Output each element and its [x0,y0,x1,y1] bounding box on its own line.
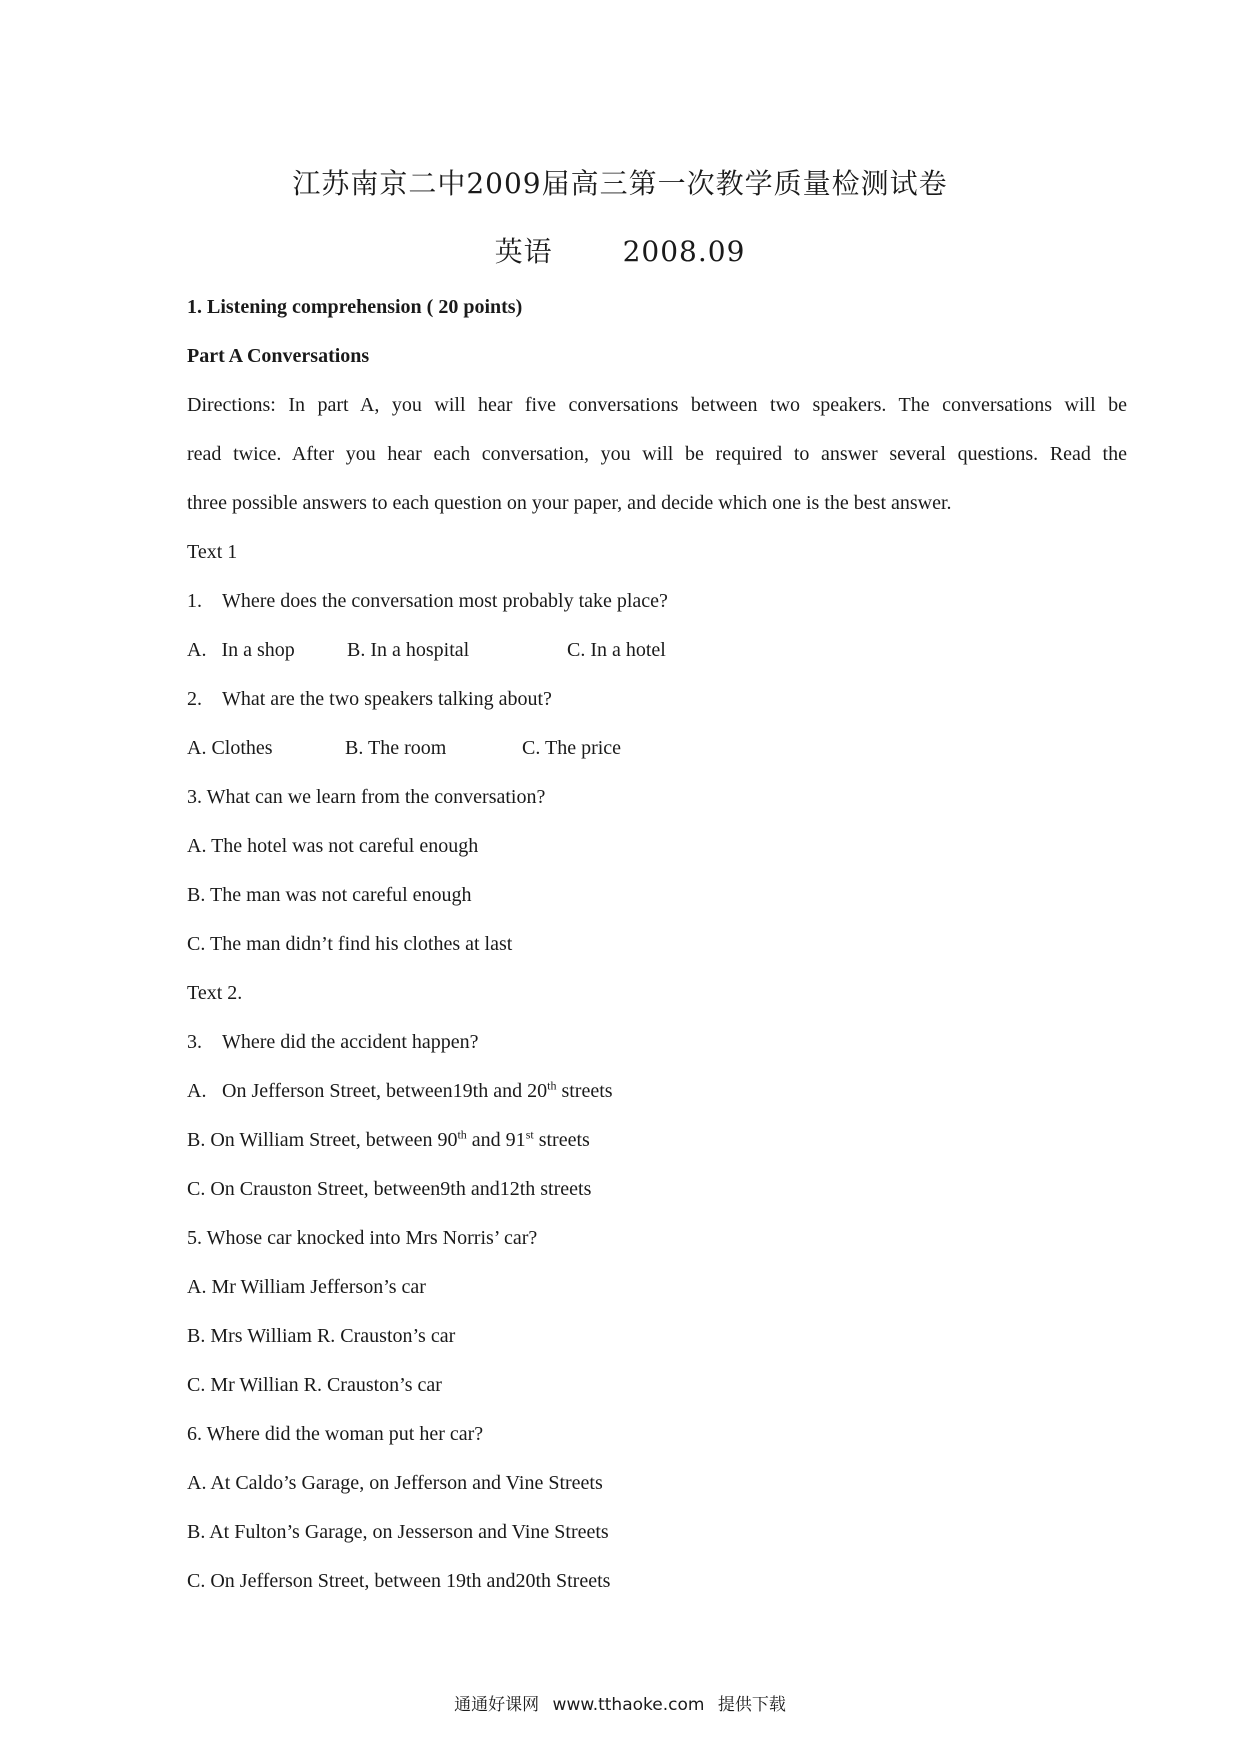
part-heading: Part A Conversations [187,345,370,367]
question-1-options [187,626,1127,675]
page-title: 江苏南京二中2009届高三第一次教学质量检测试卷 [292,167,948,200]
option-b: B. In a hospital [347,639,470,661]
option-c: C. In a hotel [567,639,666,661]
option-b [187,1116,1127,1165]
question-2-options [187,724,1127,773]
question-number: 1. [187,590,202,612]
page-subtitle [0,230,1240,270]
option-c: C. The man didn’t find his clothes at last [187,933,513,955]
question-text: Where does the conversation most probably take place? [222,590,668,612]
option-b: B. At Fulton’s Garage, on Jesserson and Vine Streets [187,1521,609,1543]
option-prefix: A. [187,1080,207,1102]
question-number: 2. [187,688,202,710]
question-6: 6. Where did the woman put her car? [187,1423,484,1445]
page-footer [0,1690,1240,1715]
option-a [187,1067,1127,1116]
footer-note: 提供下载 [717,1695,786,1715]
option-a: A. The hotel was not careful enough [187,835,479,857]
text2-label: Text 2. [187,982,243,1004]
exam-content [187,283,1127,1606]
directions-line-3: three possible answers to each question on your paper, and decide which one is the best answer. [187,492,952,514]
question-text: Where did the accident happen? [222,1031,479,1053]
question-3: 3. What can we learn from the conversation? [187,786,546,808]
option-c: C. The price [522,737,622,759]
question-1 [187,577,1127,626]
option-a: A. Clothes [187,737,273,759]
option-a: A. At Caldo’s Garage, on Jefferson and Vine Streets [187,1472,603,1494]
option-text: B. On William Street, between 90 [187,1129,458,1151]
option-c: C. On Jefferson Street, between 19th and20th Streets [187,1570,611,1592]
option-b: B. The room [345,737,447,759]
directions-line-1: Directions: In part A, you will hear five conversations between two speakers. The conversations will be [187,394,1127,416]
option-text-end: streets [533,1129,590,1151]
exam-date: 2008.09 [622,235,746,268]
ordinal-suffix: th [547,1078,557,1093]
question-2 [187,675,1127,724]
ordinal-suffix: th [457,1127,467,1142]
question-4 [187,1018,1127,1067]
section-heading: 1. Listening comprehension ( 20 points) [187,296,523,318]
question-text: What are the two speakers talking about? [222,688,552,710]
option-b: B. Mrs William R. Crauston’s car [187,1325,456,1347]
ordinal-suffix: st [525,1127,534,1142]
subject-label: 英语 [494,235,553,268]
option-text-end: streets [556,1080,613,1102]
footer-site-name: 通通好课网 [454,1695,540,1715]
option-c: C. Mr Willian R. Crauston’s car [187,1374,442,1396]
option-text: On Jefferson Street, between19th and 20 [222,1080,548,1102]
option-a: A. In a shop [187,639,295,661]
question-5: 5. Whose car knocked into Mrs Norris’ car? [187,1227,538,1249]
question-number: 3. [187,1031,202,1053]
option-b: B. The man was not careful enough [187,884,472,906]
footer-url: www.tthaoke.com [552,1695,705,1715]
directions-line-2: read twice. After you hear each conversation, you will be required to answer several questions. Read the [187,443,1127,465]
option-c: C. On Crauston Street, between9th and12th streets [187,1178,592,1200]
option-a: A. Mr William Jefferson’s car [187,1276,426,1298]
option-text-mid: and 91 [466,1129,526,1151]
text1-label: Text 1 [187,541,238,563]
